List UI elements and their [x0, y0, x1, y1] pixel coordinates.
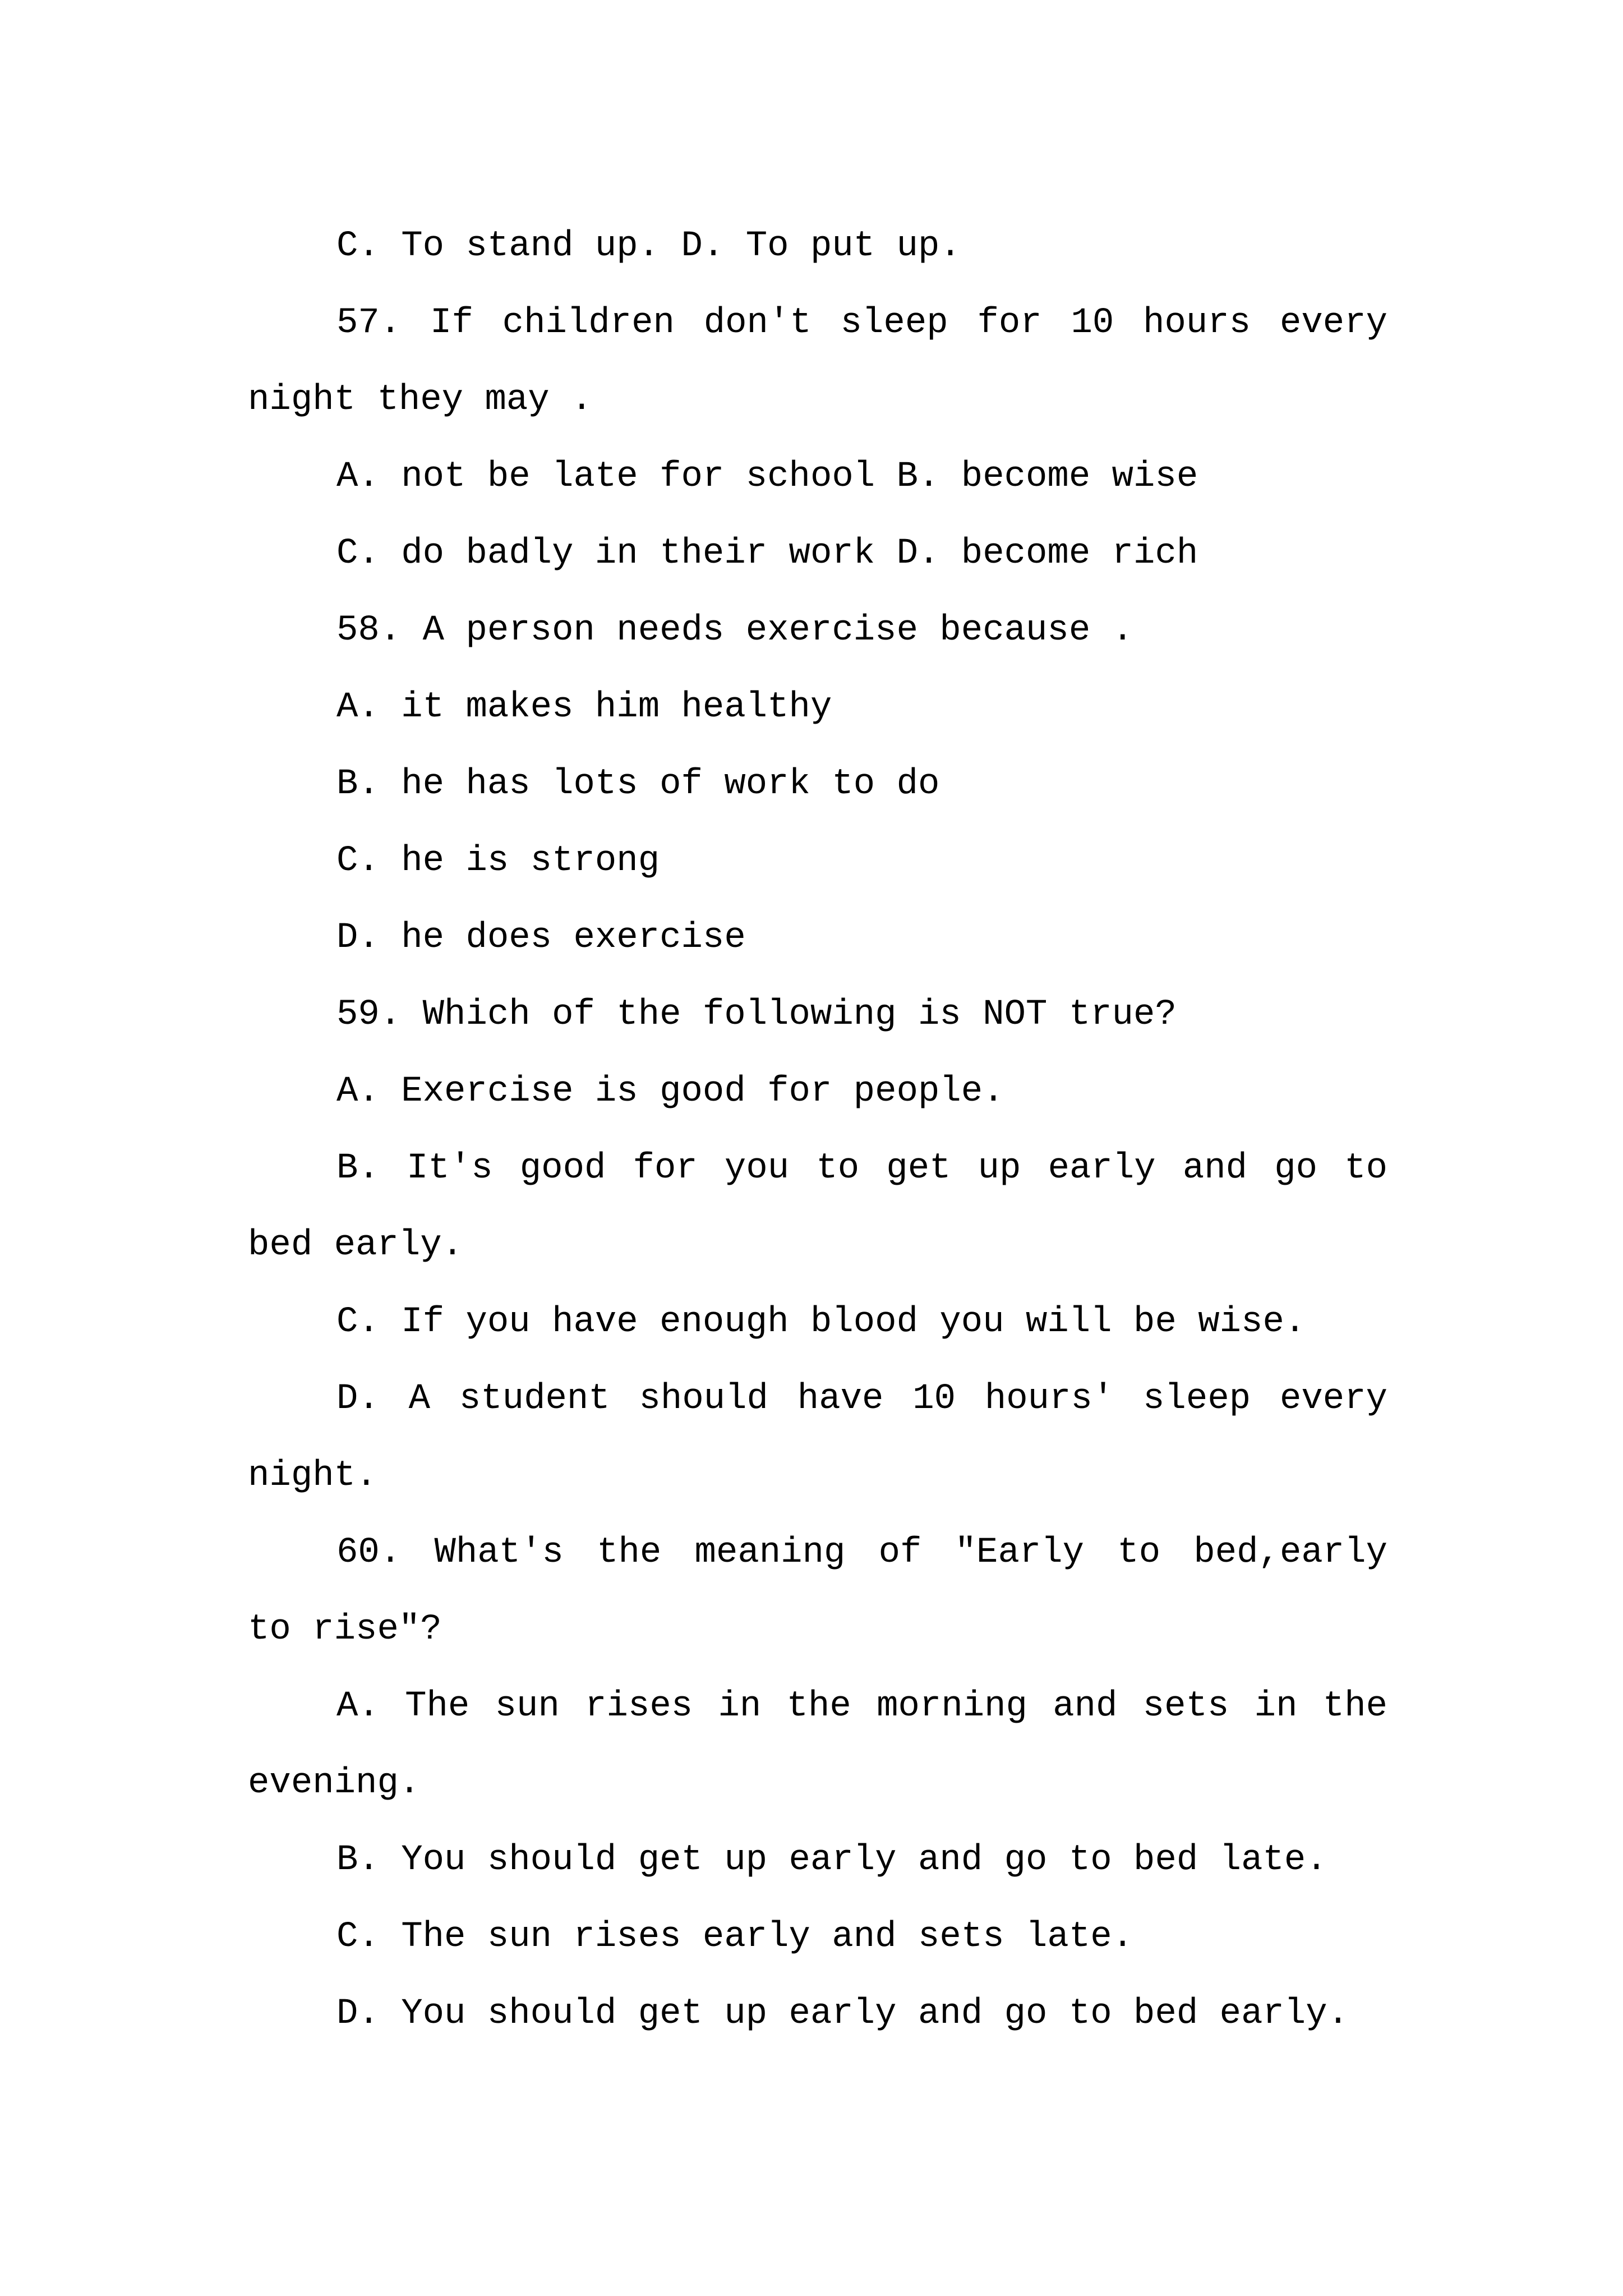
document-page	[248, 208, 1387, 2053]
text-line: 59. Which of the following is NOT true?	[336, 995, 1177, 1035]
text-line: A. it makes him healthy	[336, 687, 832, 728]
text-line: C. he is strong	[336, 841, 660, 881]
text-line: to rise"?	[248, 1609, 442, 1650]
text-line: D. You should get up early and go to bed early.	[336, 1994, 1349, 2034]
text-line: C. The sun rises early and sets late.	[336, 1917, 1134, 1957]
text-line: B. he has lots of work to do	[336, 764, 940, 804]
text-line: A. Exercise is good for people.	[336, 1071, 1004, 1112]
text-line: C. do badly in their work D. become rich	[336, 533, 1198, 574]
text-line: 60. What's the meaning of "Early to bed,early	[336, 1533, 1387, 1573]
text-line: C. If you have enough blood you will be wise.	[336, 1302, 1306, 1342]
text-line: C. To stand up. D. To put up.	[336, 226, 961, 266]
text-line: night.	[248, 1456, 377, 1496]
text-line: A. not be late for school B. become wise	[336, 457, 1198, 497]
text-line: D. A student should have 10 hours' sleep every	[336, 1379, 1387, 1419]
text-line: evening.	[248, 1763, 421, 1803]
text-line: 58. A person needs exercise because .	[336, 610, 1134, 651]
text-line: D. he does exercise	[336, 918, 746, 958]
text-line: B. You should get up early and go to bed late.	[336, 1840, 1327, 1880]
text-line: night they may .	[248, 380, 593, 420]
text-line: 57. If children don't sleep for 10 hours every	[336, 303, 1387, 343]
text-line: bed early.	[248, 1225, 464, 1266]
text-line: B. It's good for you to get up early and go to	[336, 1148, 1387, 1189]
text-line: A. The sun rises in the morning and sets in the	[336, 1686, 1387, 1727]
